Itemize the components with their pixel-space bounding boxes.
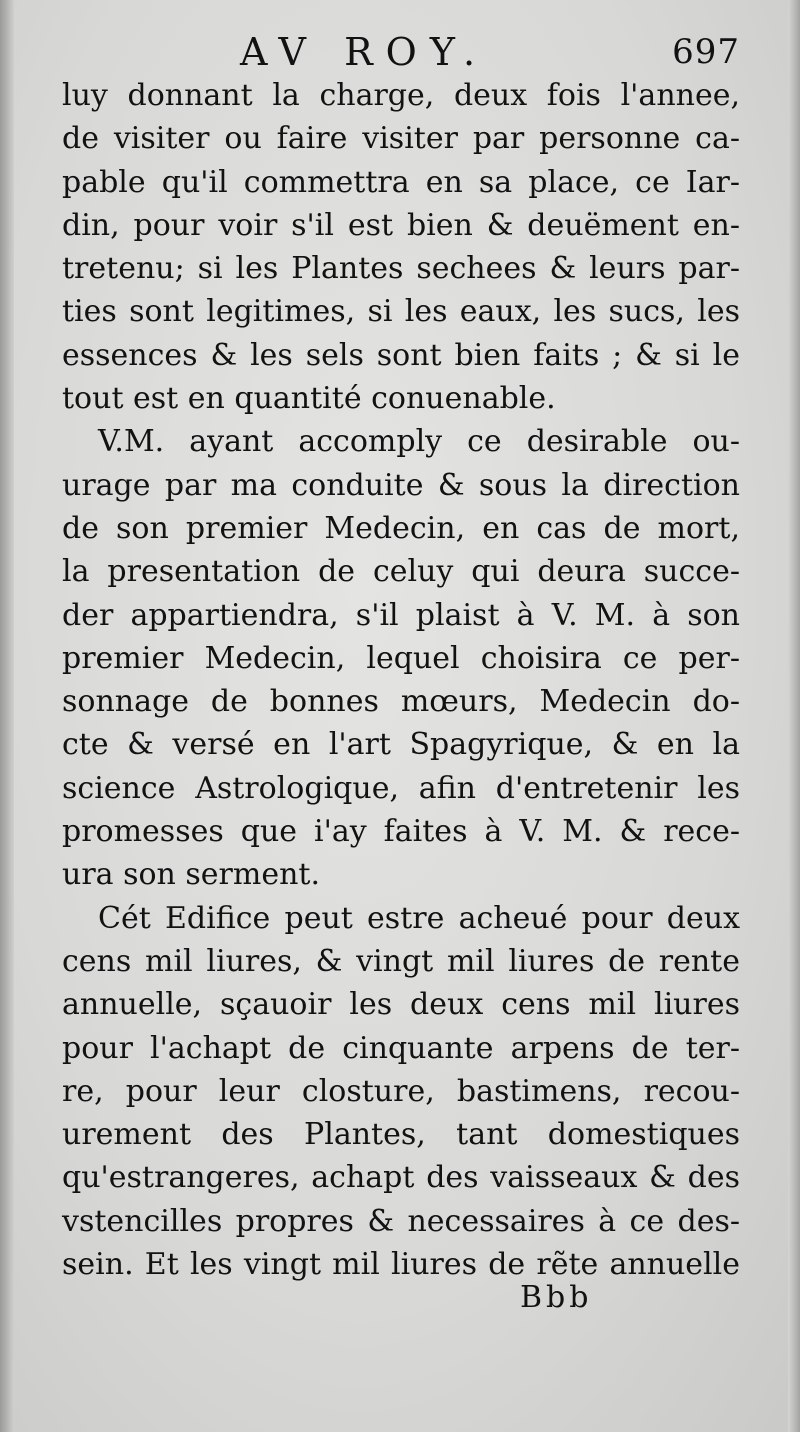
signature-mark: Bbb bbox=[520, 1280, 593, 1315]
text-line: ura son serment. bbox=[62, 857, 321, 893]
text-line: Cét Edifice peut estre acheué pour deux bbox=[98, 900, 740, 936]
page-number: 697 bbox=[672, 32, 740, 72]
text-line: sein. Et les vingt mil liures de rẽte annuelle bbox=[62, 1247, 740, 1283]
text-line: la presentation de celuy qui deura succe- bbox=[62, 554, 740, 590]
text-line: tretenu; si les Plantes sechees & leurs par- bbox=[62, 251, 740, 287]
text-line: vstencilles propres & necessaires à ce des- bbox=[62, 1203, 740, 1239]
text-line: science Astrologique, afin d'entretenir les bbox=[62, 770, 740, 806]
text-line: annuelle, sçauoir les deux cens mil liures bbox=[62, 987, 740, 1023]
text-line: promesses que i'ay faites à V. M. & rece- bbox=[62, 814, 740, 850]
text-line: der appartiendra, s'il plaist à V. M. à son bbox=[62, 597, 740, 633]
text-line: qu'estrangeres, achapt des vaisseaux & des bbox=[62, 1160, 740, 1196]
text-line: premier Medecin, lequel choisira ce per- bbox=[62, 640, 740, 676]
text-line: de visiter ou faire visiter par personne ca- bbox=[62, 121, 740, 157]
text-line: urage par ma conduite & sous la direction bbox=[62, 467, 740, 503]
text-line: cte & versé en l'art Spagyrique, & en la bbox=[62, 727, 740, 763]
running-head bbox=[62, 28, 742, 80]
running-head-title: AV ROY. bbox=[240, 30, 489, 74]
text-line: urement des Plantes, tant domestiques bbox=[62, 1117, 740, 1153]
page-right-edge bbox=[788, 0, 800, 1432]
text-line: pable qu'il commettra en sa place, ce Iar- bbox=[62, 164, 740, 200]
text-line: re, pour leur closture, bastimens, recou- bbox=[62, 1073, 740, 1109]
text-line: tout est en quantité conuenable. bbox=[62, 381, 556, 417]
text-line: sonnage de bonnes mœurs, Medecin do- bbox=[62, 684, 740, 720]
text-line: din, pour voir s'il est bien & deuëment en- bbox=[62, 207, 740, 243]
page-left-edge bbox=[0, 0, 14, 1432]
text-line: luy donnant la charge, deux fois l'annee, bbox=[62, 78, 740, 113]
text-line: cens mil liures, & vingt mil liures de rente bbox=[62, 943, 740, 979]
text-line: V.M. ayant accomply ce desirable ou- bbox=[98, 424, 740, 460]
text-line: essences & les sels sont bien faits ; & si le bbox=[62, 337, 740, 373]
text-line: ties sont legitimes, si les eaux, les sucs, les bbox=[62, 294, 740, 330]
text-line: pour l'achapt de cinquante arpens de ter- bbox=[62, 1030, 740, 1066]
body-text bbox=[62, 74, 740, 1286]
text-line: de son premier Medecin, en cas de mort, bbox=[62, 510, 740, 546]
